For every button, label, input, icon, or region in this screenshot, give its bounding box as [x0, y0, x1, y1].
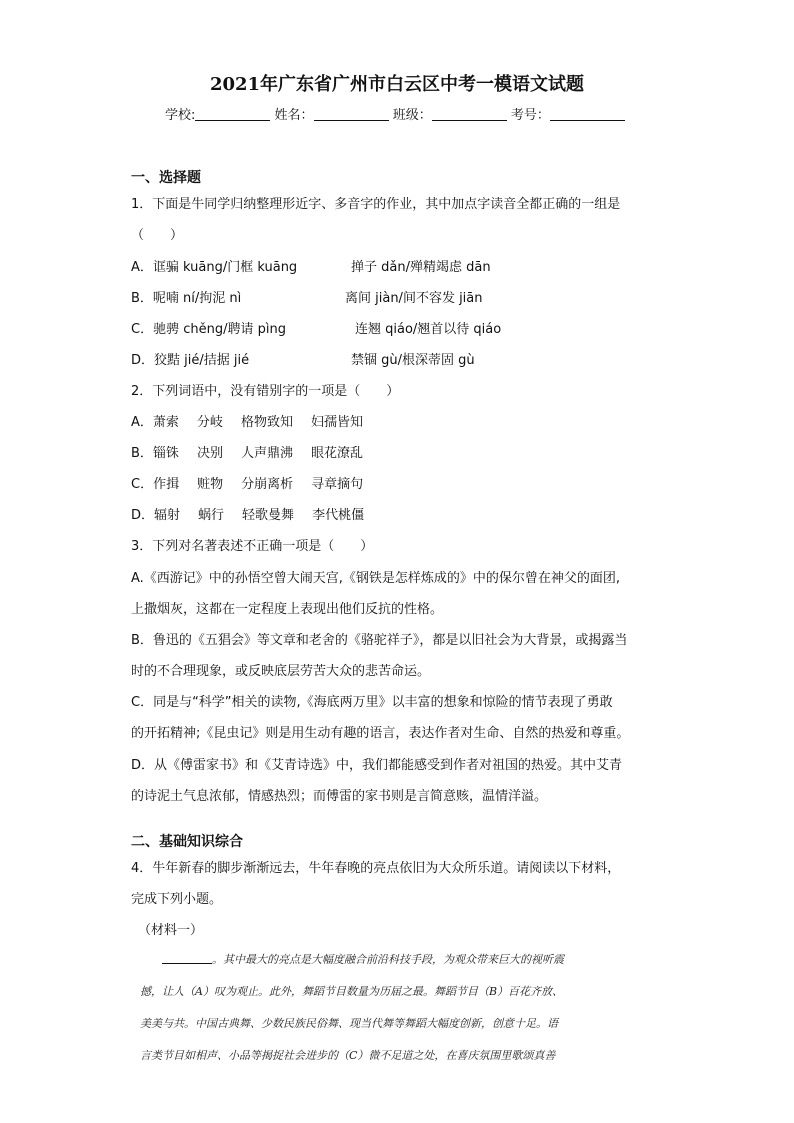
option-word: 轻歌曼舞 [242, 508, 295, 523]
answer-paren: （ ） [131, 228, 184, 243]
material-line: 撼，让人（A）叹为观止。此外，舞蹈节目数量为历届之最。舞蹈节目（B）百花齐放、 [140, 985, 564, 998]
page-title: 2021年广东省广州市白云区中考一模语文试题 [209, 74, 585, 95]
option-word: 辐射 [154, 508, 181, 523]
option-text: 时的不合理现象，或反映底层劳苦大众的悲苦命运。 [131, 664, 431, 679]
material-line: 言类节目如相声、小品等揭捉社会进步的（C）微不足道之处，在喜庆氛围里歌颂真善 [140, 1049, 556, 1062]
option-word: 分崩离析 [241, 477, 294, 492]
exam-no-field[interactable] [550, 107, 625, 121]
option-word: 眼花潦乱 [310, 446, 363, 461]
option-label: B． [131, 446, 153, 461]
option-right: 禁锢 gù/根深蒂固 gù [351, 353, 475, 368]
section-heading: 一、选择题 [131, 170, 201, 186]
question-stem: 1．下面是牛同学归纳整理形近字、多音字的作业，其中加点字读音全都正确的一组是 [131, 197, 621, 212]
option-row [131, 504, 382, 523]
option-text: 的诗泥土气息浓郁，情感热烈；而傅雷的家书则是言简意赅，温情洋溢。 [131, 789, 548, 804]
option-label: D． [131, 508, 155, 523]
material-paragraph [140, 944, 660, 1072]
fill-blank[interactable] [162, 952, 212, 964]
material-label: （材料一） [138, 923, 204, 938]
option-word: 李代桃僵 [312, 508, 365, 523]
option-word: 分岐 [196, 415, 223, 430]
option-right: 离间 jiàn/间不容发 jiān [345, 291, 483, 306]
option-word: 锱铢 [152, 446, 179, 461]
school-field[interactable] [195, 107, 270, 121]
option-word: 萧索 [152, 415, 179, 430]
option-word: 格物致知 [240, 415, 293, 430]
material-line: 。其中最大的亮点是大幅度融合前沿科技手段，为观众带来巨大的视听震 [212, 953, 564, 966]
option-right: 掸子 dǎn/殚精竭虑 dān [351, 260, 491, 275]
option-right: 连翘 qiáo/翘首以待 qiáo [355, 322, 502, 337]
question-stem: 4．牛年新春的脚步渐渐远去，牛年春晚的亮点依旧为大众所乐道。请阅读以下材料， [131, 861, 621, 876]
option-word: 妇孺皆知 [310, 415, 363, 430]
name-field[interactable] [314, 107, 389, 121]
option-text: C．同是与“科学”相关的读物,《海底两万里》以丰富的想象和惊险的情节表现了勇敢 [131, 695, 613, 710]
question-stem: 2．下列词语中，没有错别字的一项是（ ） [131, 384, 400, 399]
option-word: 决别 [196, 446, 223, 461]
question-stem: 完成下列小题。 [131, 892, 223, 907]
option-word: 赃物 [197, 477, 224, 492]
exam-no-label: 考号： [510, 108, 550, 123]
option-text: 的开拓精神;《昆虫记》则是用生动有趣的语言，表达作者对生命、自然的热爱和尊重。 [131, 726, 630, 741]
option-text: A.《西游记》中的孙悟空曾大闹天宫,《钢铁是怎样炼成的》中的保尔曾在神父的面团, [131, 571, 621, 586]
student-info-line [165, 104, 625, 123]
option-left: C．驰骋 chěng/聘请 pìng [131, 322, 286, 337]
question-stem: 3．下列对名著表述不正确一项是（ ） [131, 539, 374, 554]
option-left: D．狡黠 jié/拮据 jié [131, 353, 250, 368]
name-label: 姓名： [274, 108, 314, 123]
school-label: 学校: [165, 108, 196, 123]
option-left: B．呢喃 ní/拘泥 nì [131, 291, 242, 306]
section-heading: 二、基础知识综合 [131, 834, 243, 850]
option-left: A．诓骗 kuāng/门框 kuāng [131, 260, 298, 275]
option-word: 作揖 [153, 477, 180, 492]
option-row [131, 442, 381, 461]
option-text: 上撒烟灰，这都在一定程度上表现出他们反抗的性格。 [131, 602, 444, 617]
material-line: 美美与共。中国古典舞、少数民族民俗舞、现当代舞等舞蹈大幅度创新，创意十足。语 [140, 1017, 558, 1030]
option-word: 人声鼎沸 [240, 446, 293, 461]
class-label: 班级： [392, 108, 432, 123]
option-text: B．鲁迅的《五猖会》等文章和老舍的《骆驼祥子》，都是以旧社会为大背景，或揭露当 [131, 633, 628, 648]
option-label: A． [131, 415, 153, 430]
option-text: D．从《傅雷家书》和《艾青诗选》中，我们都能感受到作者对祖国的热爱。其中艾青 [131, 758, 623, 773]
option-label: C． [131, 477, 154, 492]
class-field[interactable] [432, 107, 507, 121]
option-row [131, 411, 381, 430]
option-row [131, 473, 381, 492]
option-word: 蜗行 [198, 508, 225, 523]
option-word: 寻章摘句 [311, 477, 364, 492]
